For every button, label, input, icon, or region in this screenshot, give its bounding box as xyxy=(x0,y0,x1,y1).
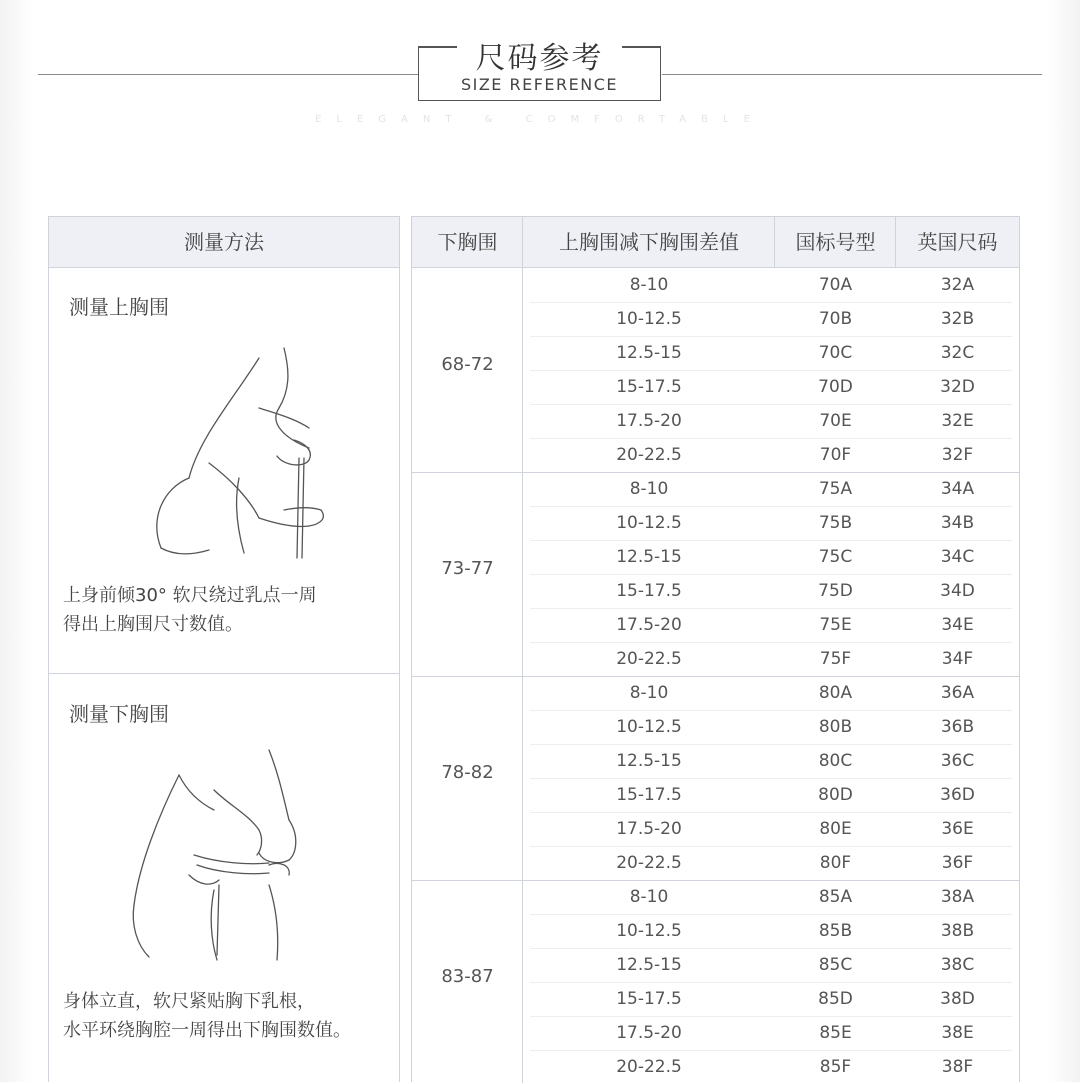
cn-size-cell: 80A xyxy=(818,683,853,703)
difference-cell: 10-12.5 xyxy=(616,513,682,533)
header-rule-left xyxy=(38,74,418,75)
under-bust-illustration xyxy=(119,735,379,975)
table-row xyxy=(523,336,1019,370)
table-row xyxy=(523,880,1019,914)
band-size-cell: 78-82 xyxy=(441,762,494,783)
difference-cell: 12.5-15 xyxy=(616,751,682,771)
cn-size-cell: 85C xyxy=(818,955,853,975)
uk-size-cell: 36E xyxy=(941,819,974,839)
difference-cell: 15-17.5 xyxy=(616,581,682,601)
row-divider xyxy=(530,506,1012,507)
table-row xyxy=(523,506,1019,540)
uk-size-cell: 34F xyxy=(941,649,974,669)
table-row xyxy=(523,370,1019,404)
uk-size-cell: 34B xyxy=(940,513,975,533)
row-divider xyxy=(530,812,1012,813)
col-divider xyxy=(774,217,775,267)
row-divider xyxy=(530,744,1012,745)
row-divider xyxy=(530,574,1012,575)
difference-cell: 15-17.5 xyxy=(616,989,682,1009)
cn-size-cell: 70D xyxy=(818,377,853,397)
col-header-band: 下胸围 xyxy=(437,230,498,254)
row-divider xyxy=(530,948,1012,949)
table-row xyxy=(523,1016,1019,1050)
row-divider xyxy=(530,540,1012,541)
uk-size-cell: 34A xyxy=(940,479,975,499)
cn-size-cell: 85B xyxy=(818,921,853,941)
uk-size-cell: 38F xyxy=(941,1057,974,1077)
upper-bust-title: 测量上胸围 xyxy=(69,295,169,319)
table-row xyxy=(523,472,1019,506)
cn-size-cell: 70B xyxy=(818,309,853,329)
row-divider xyxy=(530,370,1012,371)
cn-size-cell: 70F xyxy=(819,445,852,465)
uk-size-cell: 32C xyxy=(940,343,975,363)
table-row xyxy=(523,914,1019,948)
method-panel xyxy=(48,216,400,1082)
band-size-cell: 73-77 xyxy=(441,558,494,579)
difference-cell: 12.5-15 xyxy=(616,343,682,363)
col-header-difference: 上胸围减下胸围差值 xyxy=(559,230,739,254)
difference-cell: 8-10 xyxy=(629,275,669,295)
cn-size-cell: 80B xyxy=(818,717,853,737)
uk-size-cell: 32D xyxy=(940,377,975,397)
table-row xyxy=(523,778,1019,812)
difference-cell: 12.5-15 xyxy=(616,955,682,975)
uk-size-cell: 38B xyxy=(940,921,975,941)
row-divider xyxy=(530,982,1012,983)
difference-cell: 17.5-20 xyxy=(616,819,682,839)
cn-size-cell: 80E xyxy=(819,819,852,839)
cn-size-cell: 80C xyxy=(818,751,853,771)
cn-size-cell: 70A xyxy=(818,275,853,295)
cn-size-cell: 85D xyxy=(818,989,853,1009)
cn-size-cell: 75D xyxy=(818,581,853,601)
upper-bust-desc-line1: 上身前倾30° 软尺绕过乳点一周 xyxy=(63,585,317,606)
row-divider xyxy=(530,302,1012,303)
table-row xyxy=(523,540,1019,574)
uk-size-cell: 32B xyxy=(940,309,975,329)
uk-size-cell: 34C xyxy=(940,547,975,567)
upper-bust-section xyxy=(49,268,399,674)
col-header-uk-size: 英国尺码 xyxy=(917,230,998,254)
page-title: 尺码参考 xyxy=(475,41,604,76)
difference-cell: 17.5-20 xyxy=(616,411,682,431)
under-bust-title: 测量下胸围 xyxy=(69,702,169,726)
cn-size-cell: 85A xyxy=(818,887,853,907)
difference-cell: 10-12.5 xyxy=(616,717,682,737)
uk-size-cell: 38E xyxy=(941,1023,974,1043)
page-edge-shade-right xyxy=(1048,0,1080,1082)
table-row xyxy=(523,846,1019,880)
cn-size-cell: 85F xyxy=(819,1057,852,1077)
difference-cell: 8-10 xyxy=(629,683,669,703)
uk-size-cell: 38A xyxy=(940,887,975,907)
table-row xyxy=(523,948,1019,982)
row-divider xyxy=(530,914,1012,915)
row-divider xyxy=(530,608,1012,609)
page-edge-shade-left xyxy=(0,0,32,1082)
difference-cell: 10-12.5 xyxy=(616,921,682,941)
difference-cell: 15-17.5 xyxy=(616,785,682,805)
row-divider xyxy=(530,778,1012,779)
tagline: ELEGANT & COMFORTABLE xyxy=(315,114,765,125)
col-header-cn-size: 国标号型 xyxy=(795,230,876,254)
cn-size-cell: 70C xyxy=(818,343,853,363)
row-divider xyxy=(530,642,1012,643)
uk-size-cell: 32F xyxy=(941,445,974,465)
row-divider xyxy=(530,336,1012,337)
cn-size-cell: 75A xyxy=(818,479,853,499)
cn-size-cell: 80F xyxy=(819,853,852,873)
method-heading: 测量方法 xyxy=(49,217,399,268)
under-bust-desc-line2: 水平环绕胸腔一周得出下胸围数值。 xyxy=(63,1020,351,1041)
table-row xyxy=(523,744,1019,778)
cn-size-cell: 70E xyxy=(819,411,852,431)
table-row xyxy=(523,438,1019,472)
table-row xyxy=(523,1050,1019,1084)
uk-size-cell: 32E xyxy=(941,411,974,431)
under-bust-section xyxy=(49,675,399,1083)
difference-cell: 20-22.5 xyxy=(616,853,682,873)
upper-bust-illustration xyxy=(109,328,369,568)
difference-cell: 10-12.5 xyxy=(616,309,682,329)
uk-size-cell: 32A xyxy=(940,275,975,295)
difference-cell: 20-22.5 xyxy=(616,649,682,669)
cn-size-cell: 85E xyxy=(819,1023,852,1043)
difference-cell: 8-10 xyxy=(629,887,669,907)
uk-size-cell: 36D xyxy=(940,785,975,805)
row-divider xyxy=(530,710,1012,711)
upper-bust-description xyxy=(63,581,317,639)
band-size-cell: 68-72 xyxy=(441,354,494,375)
table-row xyxy=(523,574,1019,608)
cn-size-cell: 75F xyxy=(819,649,852,669)
difference-cell: 17.5-20 xyxy=(616,615,682,635)
table-row xyxy=(523,268,1019,302)
col-divider xyxy=(895,217,896,267)
upper-bust-desc-line2: 得出上胸围尺寸数值。 xyxy=(63,614,243,635)
difference-cell: 12.5-15 xyxy=(616,547,682,567)
under-bust-desc-line1: 身体立直，软尺紧贴胸下乳根， xyxy=(63,991,315,1012)
row-divider xyxy=(530,1016,1012,1017)
difference-cell: 20-22.5 xyxy=(616,445,682,465)
table-row xyxy=(523,812,1019,846)
cn-size-cell: 75C xyxy=(818,547,853,567)
uk-size-cell: 36C xyxy=(940,751,975,771)
uk-size-cell: 38D xyxy=(940,989,975,1009)
table-row xyxy=(523,608,1019,642)
uk-size-cell: 34D xyxy=(940,581,975,601)
size-table-header xyxy=(412,217,1019,268)
difference-cell: 20-22.5 xyxy=(616,1057,682,1077)
size-table xyxy=(411,216,1020,1082)
row-divider xyxy=(530,404,1012,405)
table-row xyxy=(523,404,1019,438)
table-row xyxy=(523,642,1019,676)
table-row xyxy=(523,302,1019,336)
row-divider xyxy=(530,1050,1012,1051)
table-row xyxy=(523,710,1019,744)
uk-size-cell: 36B xyxy=(940,717,975,737)
difference-cell: 8-10 xyxy=(629,479,669,499)
cn-size-cell: 80D xyxy=(818,785,853,805)
uk-size-cell: 36A xyxy=(940,683,975,703)
under-bust-description xyxy=(63,987,351,1045)
table-row xyxy=(523,982,1019,1016)
row-divider xyxy=(530,438,1012,439)
table-row xyxy=(523,676,1019,710)
uk-size-cell: 38C xyxy=(940,955,975,975)
header-rule-right xyxy=(662,74,1042,75)
page-subtitle-en: SIZE REFERENCE xyxy=(460,75,619,94)
difference-cell: 17.5-20 xyxy=(616,1023,682,1043)
band-size-cell: 83-87 xyxy=(441,966,494,987)
row-divider xyxy=(530,846,1012,847)
uk-size-cell: 36F xyxy=(941,853,974,873)
cn-size-cell: 75B xyxy=(818,513,853,533)
difference-cell: 15-17.5 xyxy=(616,377,682,397)
cn-size-cell: 75E xyxy=(819,615,852,635)
uk-size-cell: 34E xyxy=(941,615,974,635)
